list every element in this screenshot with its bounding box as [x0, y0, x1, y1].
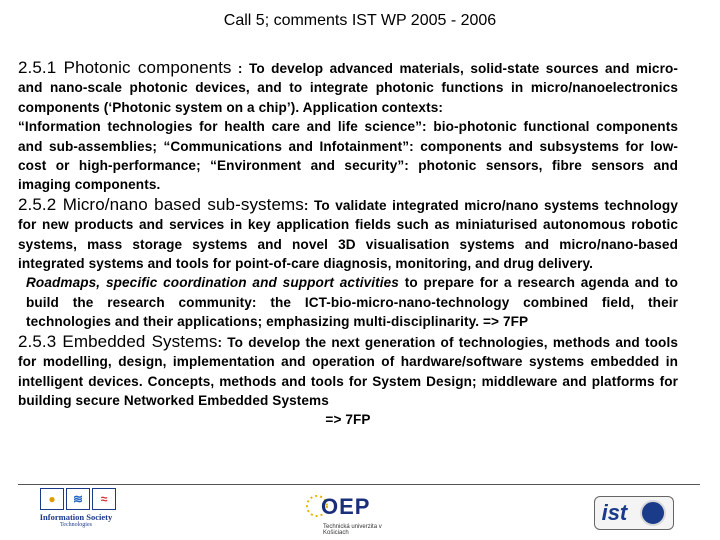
page-title: Call 5; comments IST WP 2005 - 2006: [223, 12, 497, 29]
roadmaps-rest: to prepare for a research agenda and to build the research community: the ICT-bio-micro-nano-technology combined field, their technologies and their applications; emphasizing multi-disciplinarity. => 7FP: [26, 275, 678, 330]
section-251-lead: : To develop advanced materials, solid-state sources and micro- and nano-scale photonic devices, and to integrate photonic functions in micro/nanoelectronics components (‘Photonic system on a chip’). Application contexts:: [18, 61, 679, 115]
oep-logo: [305, 492, 395, 538]
oep-wordmark: OEP: [321, 494, 371, 519]
section-252: [18, 195, 678, 274]
ist-wordmark: ist: [601, 500, 628, 525]
oep-subtitle: Technická univerzita v Košiciach: [323, 524, 382, 536]
section-252-lead: : To validate integrated micro/nano systems technology for new products and services in key application fields such as miniaturised autonomous robotic systems, mass storage systems and novel 3D visualisation systems and micro/nano-based integrated systems and tools for point-of-care diagnosis, monitoring, and drug delivery.: [18, 197, 678, 272]
section-252-heading: 2.5.2 Micro/nano based sub-systems: [18, 194, 304, 214]
section-251-contexts: “Information technologies for health care and life science”: bio-photonic functional components and sub-assemblies; “Communications and Infotainment”: components and subsystems for low-cost or high-performance; “Environment and security”: photonic sensors, fibre sensors and imaging components.: [18, 119, 678, 193]
globe-icon: [640, 500, 666, 526]
info-society-squares: [40, 488, 126, 510]
footer-divider: [18, 484, 700, 485]
wave-icon: ≈: [92, 488, 116, 510]
info-society-sub: Technologies: [60, 522, 92, 528]
ist-logo-box: [594, 496, 674, 530]
section-253-heading: 2.5.3 Embedded Systems: [18, 331, 218, 351]
section-251: [18, 58, 678, 117]
roadmaps-italic: Roadmaps, specific coordination and support activities: [26, 275, 399, 291]
section-252-roadmaps: [18, 273, 678, 331]
people-icon: ●: [40, 488, 64, 510]
network-icon: ≋: [66, 488, 90, 510]
info-society-name: Information Society: [39, 512, 113, 522]
ist-logo: [594, 496, 678, 534]
section-253-lead: : To develop the next generation of technologies, methods and tools for modelling, design, implementation and operation of hardware/software systems embedded in intelligent devices. Concepts, methods and tools for System Design; middleware and platforms for building secure Networked Embedded Systems: [18, 334, 678, 408]
section-251-heading: 2.5.1 Photonic components: [18, 58, 232, 77]
information-society-logo: [26, 488, 126, 536]
document-body: [18, 58, 678, 430]
section-253: [18, 332, 678, 411]
section-253-tail: => 7FP: [325, 412, 371, 428]
